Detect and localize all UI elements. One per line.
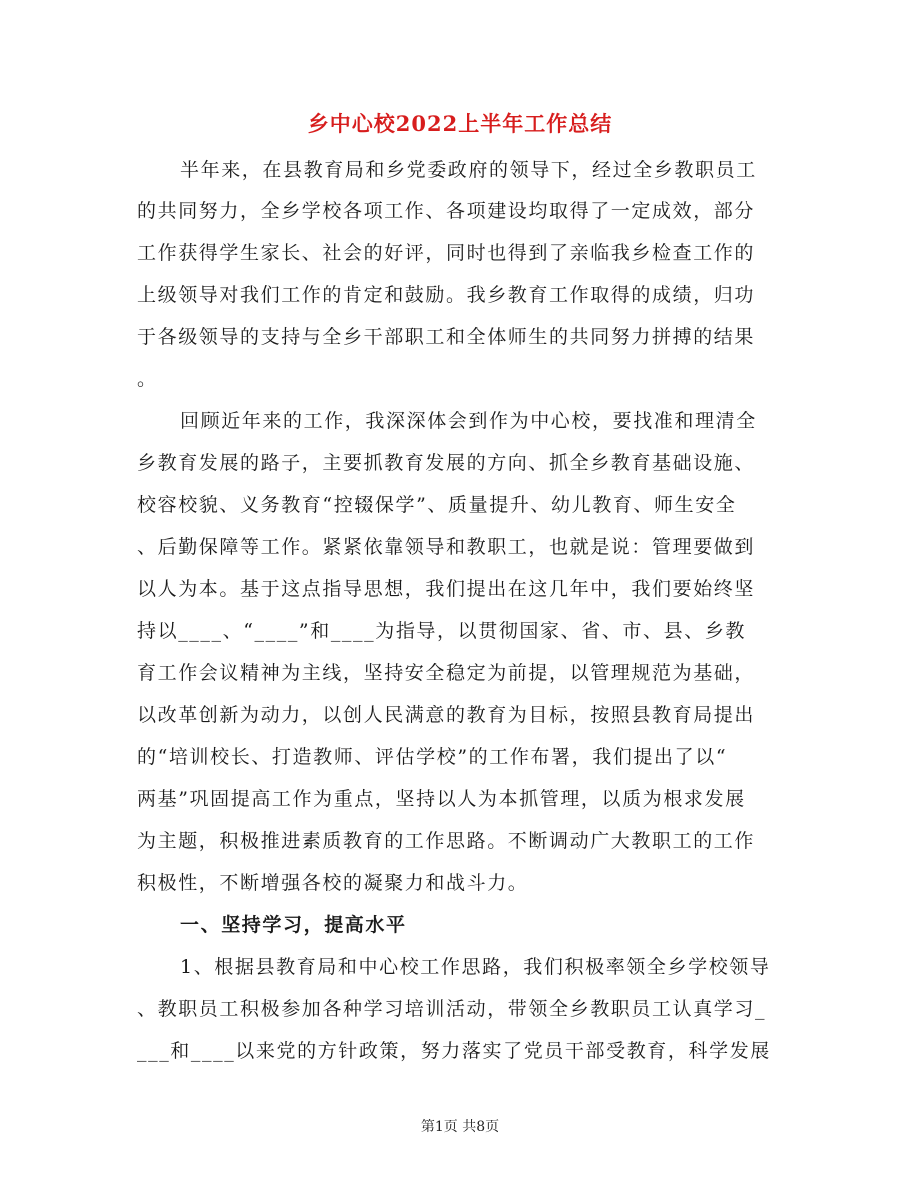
body-line: 为主题，积极推进素质教育的工作思路。不断调动广大教职工的工作: [137, 830, 756, 852]
body-line: 校容校貌、义务教育“控辍保学”、质量提升、幼儿教育、师生安全: [137, 494, 737, 516]
body-line: 工作获得学生家长、社会的好评，同时也得到了亲临我乡检查工作的: [137, 242, 756, 264]
body-line: 于各级领导的支持与全乡干部职工和全体师生的共同努力拼搏的结果: [137, 326, 756, 348]
body-line: 、教职员工积极参加各种学习培训活动，带领全乡教职员工认真学习_: [137, 998, 767, 1020]
body-line: 、后勤保障等工作。紧紧依靠领导和教职工，也就是说：管理要做到: [137, 536, 756, 558]
body-line: 持以____、“____”和____为指导，以贯彻国家、省、市、县、乡教: [137, 620, 747, 642]
body-line: 上级领导对我们工作的肯定和鼓励。我乡教育工作取得的成绩，归功: [137, 284, 756, 306]
body-line: 育工作会议精神为主线，坚持安全稳定为前提，以管理规范为基础，: [137, 662, 756, 684]
body-line: 半年来，在县教育局和乡党委政府的领导下，经过全乡教职员工: [180, 159, 757, 181]
body-line: 乡教育发展的路子，主要抓教育发展的方向、抓全乡教育基础设施、: [137, 452, 756, 474]
body-line: 的“培训校长、打造教师、评估学校”的工作布署，我们提出了以“: [137, 746, 728, 768]
page-number: 第1页 共8页: [420, 1119, 500, 1135]
section-heading: 一、坚持学习，提高水平: [180, 914, 407, 936]
body-line: 两基”巩固提高工作为重点，坚持以人为本抓管理，以质为根求发展: [137, 788, 746, 810]
body-line: ___和____以来党的方针政策，努力落实了党员干部受教育，科学发展: [137, 1040, 771, 1062]
document-title: 乡中心校2022上半年工作总结: [307, 111, 613, 136]
body-line: 以人为本。基于这点指导思想，我们提出在这几年中，我们要始终坚: [137, 578, 756, 600]
body-line: 。: [137, 368, 158, 390]
body-line: 以改革创新为动力，以创人民满意的教育为目标，按照县教育局提出: [137, 704, 756, 726]
body-line: 的共同努力，全乡学校各项工作、各项建设均取得了一定成效，部分: [137, 200, 756, 222]
body-line: 回顾近年来的工作，我深深体会到作为中心校，要找准和理清全: [180, 410, 757, 432]
body-line: 1、根据县教育局和中心校工作思路，我们积极率领全乡学校领导: [180, 956, 771, 978]
body-line: 积极性，不断增强各校的凝聚力和战斗力。: [137, 872, 529, 894]
